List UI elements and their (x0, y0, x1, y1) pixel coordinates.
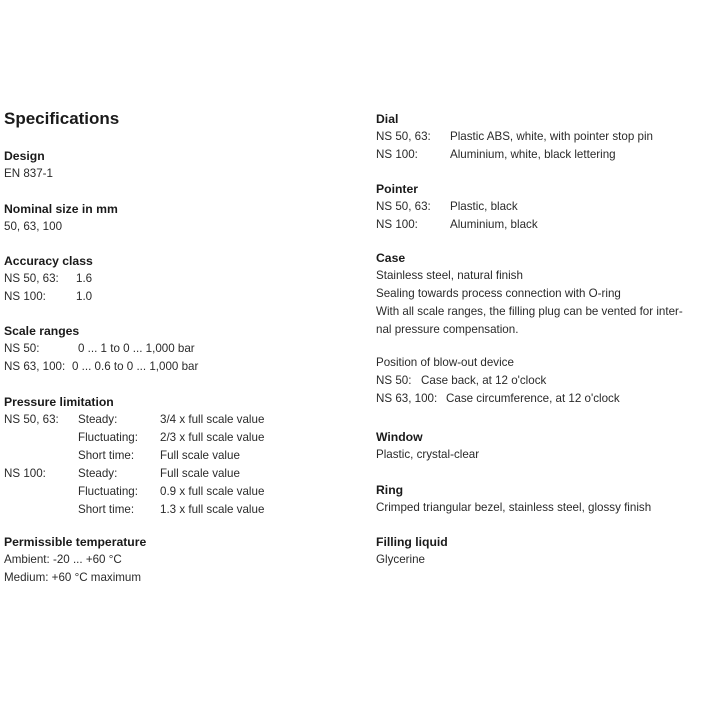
pressure-limitation-heading: Pressure limitation (4, 395, 114, 409)
accuracy-class-key: NS 100: (4, 290, 46, 303)
case-heading: Case (376, 251, 406, 265)
case-line: Sealing towards process connection with O-ring (376, 287, 621, 300)
pressure-type: Short time: (78, 503, 135, 516)
blowout-value: Case circumference, at 12 o'clock (446, 392, 620, 405)
pressure-limitation-row (4, 483, 349, 501)
pressure-value: Full scale value (160, 467, 240, 480)
pressure-limitation-row (4, 447, 349, 465)
filling-liquid-value: Glycerine (376, 553, 425, 566)
pressure-value: 0.9 x full scale value (160, 485, 265, 498)
page-title: Specifications (4, 109, 120, 128)
pressure-value: 2/3 x full scale value (160, 431, 265, 444)
pointer-heading: Pointer (376, 182, 418, 196)
pressure-size (4, 447, 78, 465)
accuracy-class-key: NS 50, 63: (4, 272, 59, 285)
nominal-size-section (4, 200, 349, 236)
nominal-size-value: 50, 63, 100 (4, 220, 63, 233)
blowout-value: Case back, at 12 o'clock (421, 374, 547, 387)
pressure-size: NS 100: (4, 467, 46, 480)
design-value: EN 837-1 (4, 167, 53, 180)
scale-ranges-section (4, 322, 349, 376)
pressure-size (4, 483, 78, 501)
pointer-value: Aluminium, black (450, 218, 538, 231)
dial-key: NS 50, 63: (376, 130, 431, 143)
case-section (376, 249, 718, 339)
accuracy-class-section (4, 252, 349, 306)
dial-row (376, 128, 718, 146)
filling-liquid-heading: Filling liquid (376, 535, 448, 549)
window-heading: Window (376, 430, 423, 444)
pressure-size (4, 429, 78, 447)
ring-section (376, 481, 718, 517)
nominal-size-heading: Nominal size in mm (4, 202, 118, 216)
pressure-limitation-row (4, 429, 349, 447)
scale-ranges-row (4, 340, 349, 358)
pressure-size: NS 50, 63: (4, 413, 59, 426)
pointer-row (376, 198, 718, 216)
pressure-value: Full scale value (160, 449, 240, 462)
filling-liquid-section (376, 533, 718, 569)
pressure-type: Fluctuating: (78, 485, 138, 498)
blowout-row (376, 372, 718, 390)
design-heading: Design (4, 149, 45, 163)
dial-section (376, 110, 718, 164)
pressure-type: Steady: (78, 413, 118, 426)
window-section (376, 428, 718, 464)
accuracy-class-heading: Accuracy class (4, 254, 93, 268)
pressure-value: 1.3 x full scale value (160, 503, 265, 516)
scale-ranges-heading: Scale ranges (4, 324, 80, 338)
pressure-limitation-row (4, 501, 349, 519)
case-line: nal pressure compensation. (376, 323, 519, 336)
dial-value: Plastic ABS, white, with pointer stop pin (450, 130, 653, 143)
pressure-type: Short time: (78, 449, 135, 462)
pointer-section (376, 180, 718, 234)
case-line: Stainless steel, natural finish (376, 269, 523, 282)
pressure-type: Steady: (78, 467, 118, 480)
accuracy-class-value: 1.0 (76, 290, 93, 303)
dial-value: Aluminium, white, black lettering (450, 148, 616, 161)
temperature-medium: Medium: +60 °C maximum (4, 571, 142, 584)
permissible-temperature-section (4, 533, 349, 587)
case-line: With all scale ranges, the filling plug can be vented for inter- (376, 305, 683, 318)
blowout-label: Position of blow-out device (376, 356, 514, 369)
blowout-key: NS 63, 100: (376, 392, 438, 405)
pressure-size (4, 501, 78, 519)
window-value: Plastic, crystal-clear (376, 448, 480, 461)
pressure-type: Fluctuating: (78, 431, 138, 444)
accuracy-class-value: 1.6 (76, 272, 93, 285)
pointer-key: NS 100: (376, 218, 418, 231)
temperature-ambient: Ambient: -20 ... +60 °C (4, 553, 122, 566)
scale-ranges-value: 0 ... 0.6 to 0 ... 1,000 bar (72, 360, 199, 373)
pressure-limitation-row (4, 465, 349, 483)
scale-ranges-key: NS 50: (4, 342, 40, 355)
pointer-key: NS 50, 63: (376, 200, 431, 213)
pressure-value: 3/4 x full scale value (160, 413, 265, 426)
design-section (4, 147, 349, 183)
accuracy-class-row (4, 270, 349, 288)
scale-ranges-row (4, 358, 349, 376)
pressure-limitation-row (4, 411, 349, 429)
blowout-key: NS 50: (376, 374, 412, 387)
dial-row (376, 146, 718, 164)
ring-value: Crimped triangular bezel, stainless steel, glossy finish (376, 501, 652, 514)
pointer-row (376, 216, 718, 234)
scale-ranges-value: 0 ... 1 to 0 ... 1,000 bar (78, 342, 195, 355)
permissible-temperature-heading: Permissible temperature (4, 535, 147, 549)
blowout-row (376, 390, 718, 408)
ring-heading: Ring (376, 483, 404, 497)
dial-heading: Dial (376, 112, 399, 126)
scale-ranges-key: NS 63, 100: (4, 360, 66, 373)
accuracy-class-row (4, 288, 349, 306)
dial-key: NS 100: (376, 148, 418, 161)
pressure-limitation-section (4, 393, 349, 519)
pointer-value: Plastic, black (450, 200, 518, 213)
blowout-section (376, 354, 718, 408)
